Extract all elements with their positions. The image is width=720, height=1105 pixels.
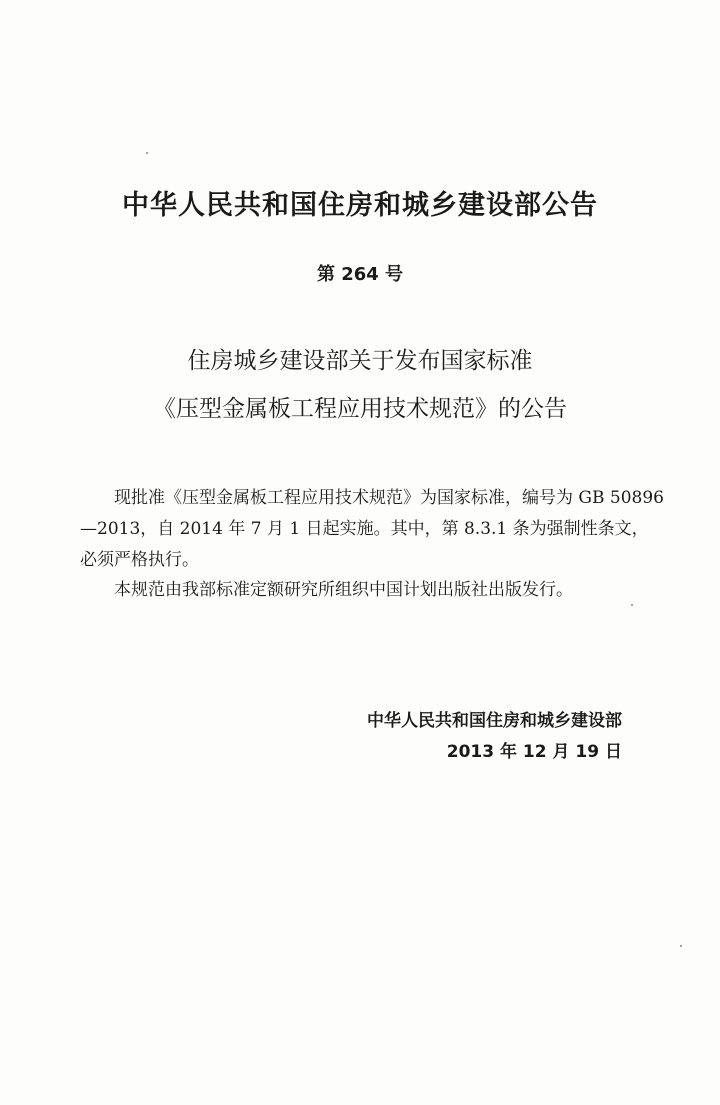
- scan-speck: [631, 604, 633, 606]
- body-paragraph-2: 本规范由我部标准定额研究所组织中国计划出版社出版发行。: [114, 580, 573, 600]
- announcement-number: 第 264 号: [316, 264, 404, 285]
- subtitle-line-2: 《压型金属板工程应用技术规范》的公告: [153, 396, 567, 422]
- signoff-date: 2013 年 12 月 19 日: [446, 742, 622, 762]
- signoff-organization: 中华人民共和国住房和城乡建设部: [367, 711, 622, 731]
- body-paragraph-1: 现批准《压型金属板工程应用技术规范》为国家标准，编号为 GB 50896—2013，自 2014 年 7 月 1 日起实施。其中，第 8.3.1 条为强制性条文，必须严格执行。: [80, 488, 664, 570]
- subtitle-line-1: 住房城乡建设部关于发布国家标准: [187, 348, 533, 374]
- scan-speck: [146, 152, 148, 154]
- page-title: 中华人民共和国住房和城乡建设部公告: [122, 190, 598, 221]
- scan-speck: [680, 945, 682, 947]
